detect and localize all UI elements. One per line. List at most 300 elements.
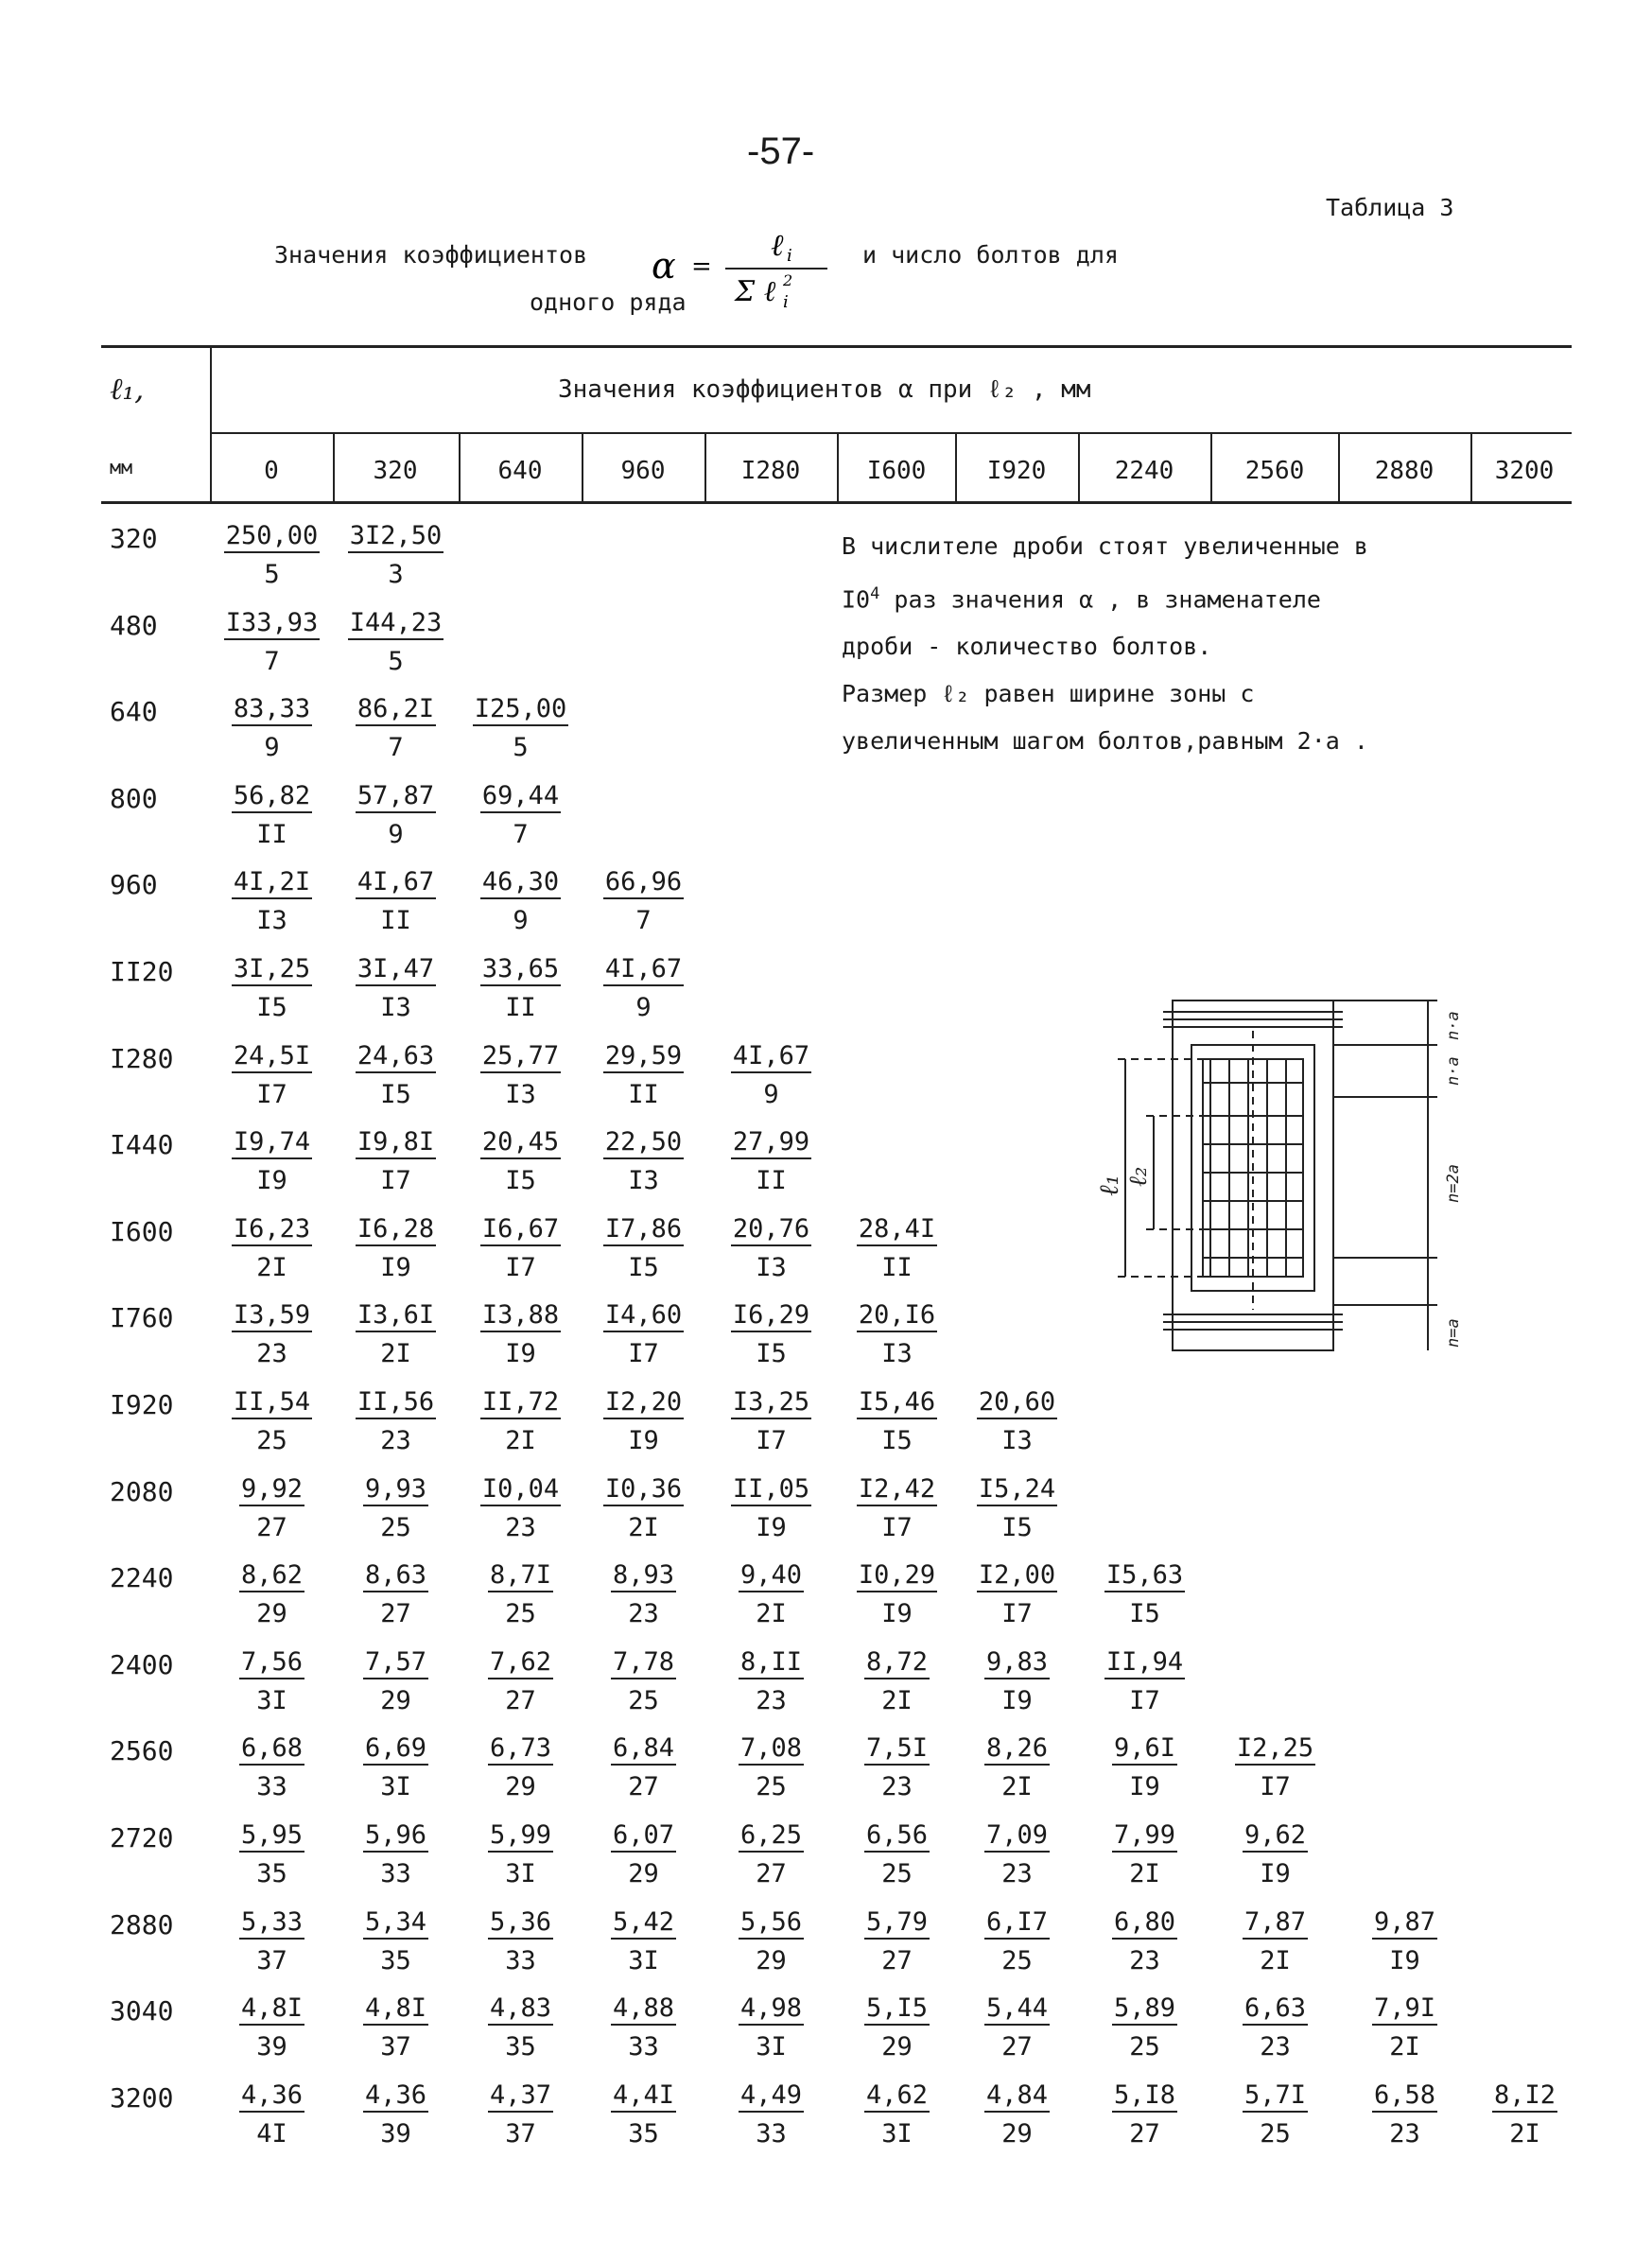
coefficient-value: 5,I8 [1112, 2082, 1177, 2113]
coefficient-cell [963, 1646, 1071, 1715]
coefficient-value: 20,I6 [857, 1302, 937, 1332]
coefficient-cell [1090, 1906, 1199, 1975]
coefficient-cell [217, 694, 326, 763]
coefficient-cell [341, 1822, 450, 1887]
coefficient-cell [217, 607, 326, 676]
bolt-count: I9 [881, 1599, 913, 1629]
bolt-count: 23 [256, 1339, 287, 1369]
coefficient-cell [589, 1735, 698, 1800]
coefficient-cell [341, 867, 450, 936]
diagram-dim-top: n·a [1444, 1011, 1463, 1040]
coefficient-value: I2,00 [977, 1562, 1057, 1592]
coefficient-cell [1350, 2079, 1459, 2149]
formula-lhs: α [652, 245, 676, 287]
coefficient-cell [589, 1127, 698, 1196]
coefficient-value: 6,56 [864, 1822, 930, 1853]
bolt-count: 37 [380, 2032, 411, 2062]
coefficient-value: 6,07 [611, 1822, 676, 1853]
coefficient-cell [1090, 1735, 1199, 1800]
bolt-count: I7 [1260, 1772, 1291, 1802]
bolt-count: 27 [256, 1512, 287, 1542]
coefficient-value: 5,33 [239, 1909, 304, 1940]
coefficient-cell [466, 1735, 575, 1800]
coefficient-cell [1350, 1906, 1459, 1975]
coefficient-cell [589, 867, 698, 936]
group-title-header: Значения коэффициентов α при ℓ₂ , мм [558, 375, 1091, 404]
bolt-count: 3I [505, 1859, 536, 1888]
coefficient-cell [341, 523, 450, 587]
col-divider [1338, 432, 1340, 503]
row-label: 2080 [110, 1475, 174, 1507]
coefficient-value: I0,29 [857, 1562, 937, 1592]
coefficient-value: I44,23 [348, 610, 444, 640]
coefficient-value: 4I,2I [232, 869, 312, 899]
coefficient-value: II,94 [1104, 1649, 1185, 1679]
coefficient-value: I9,8I [356, 1129, 436, 1159]
coefficient-value: 83,33 [232, 696, 312, 726]
coefficient-cell [341, 956, 450, 1020]
coefficient-value: 25,77 [480, 1043, 561, 1073]
coefficient-cell [466, 1906, 575, 1975]
bolt-count: 7 [264, 646, 280, 676]
row-label: I760 [110, 1302, 174, 1334]
coefficient-value: 5,95 [239, 1822, 304, 1853]
bolt-count: 23 [380, 1426, 411, 1455]
coefficient-value: 4I,67 [603, 956, 684, 986]
row-label: 640 [110, 696, 158, 728]
coefficient-value: 6,80 [1112, 1909, 1177, 1940]
col-divider [459, 432, 461, 503]
coefficient-cell [341, 1213, 450, 1282]
row-unit-header: мм [110, 456, 133, 478]
coefficient-cell [466, 1040, 575, 1109]
coefficient-cell [1350, 1995, 1459, 2060]
coefficient-cell [843, 1822, 951, 1887]
bolt-count: 23 [756, 1685, 787, 1715]
coefficient-cell [717, 1473, 826, 1542]
bolt-count: 37 [256, 1945, 287, 1975]
coefficient-cell [843, 1473, 951, 1542]
coefficient-value: 9,6I [1112, 1735, 1177, 1766]
row-label: 2720 [110, 1822, 174, 1853]
bolt-count: I5 [628, 1252, 659, 1282]
bolt-count: I3 [756, 1252, 787, 1282]
bolt-count: 5 [264, 560, 280, 589]
coefficient-value: 29,59 [603, 1043, 684, 1073]
row-label: 800 [110, 782, 158, 814]
bolt-count: 29 [256, 1599, 287, 1629]
coefficient-cell [1221, 1822, 1330, 1887]
col-divider [955, 432, 957, 503]
bolt-count: II [756, 1166, 787, 1196]
bolt-count: 3I [380, 1772, 411, 1802]
bolt-count: 7 [513, 819, 529, 849]
coefficient-value: 9,62 [1243, 1822, 1308, 1853]
bolt-count: I9 [505, 1339, 536, 1369]
coefficient-value: I3,25 [731, 1389, 811, 1419]
coefficient-cell [717, 1562, 826, 1627]
coefficient-cell [217, 1562, 326, 1627]
row-label: 2240 [110, 1562, 174, 1594]
coefficient-value: I3,6I [356, 1302, 436, 1332]
coefficient-cell [843, 1562, 951, 1627]
diagram-dim-second: n·a [1444, 1056, 1463, 1086]
coefficient-cell [341, 1906, 450, 1975]
coefficient-value: 7,08 [739, 1735, 804, 1766]
table-note [842, 523, 1447, 765]
bolt-count: 25 [756, 1772, 787, 1802]
note-line-2 [842, 570, 1447, 623]
coefficient-cell [843, 1735, 951, 1800]
bolt-count: I7 [505, 1252, 536, 1282]
bolt-count: 33 [505, 1945, 536, 1975]
bolt-count: 9 [763, 1079, 779, 1109]
column-header: 3200 [1494, 457, 1555, 485]
coefficient-cell [466, 1213, 575, 1282]
column-header: 320 [373, 457, 418, 485]
bolt-count: 27 [1129, 2118, 1160, 2149]
coefficient-value: I5,24 [977, 1476, 1057, 1506]
bolt-count: 2I [505, 1426, 536, 1455]
coefficient-value: 5,79 [864, 1909, 930, 1940]
coefficient-cell [217, 1906, 326, 1975]
coefficient-value: I33,93 [224, 610, 321, 640]
diagram-dim-middle: n=2a [1444, 1164, 1463, 1203]
coefficient-value: 6,73 [488, 1735, 553, 1766]
coefficient-cell [217, 1822, 326, 1887]
bolt-count: 35 [256, 1859, 287, 1888]
coefficient-value: 6,84 [611, 1735, 676, 1766]
bolt-count: 25 [256, 1426, 287, 1455]
coefficient-cell [589, 1040, 698, 1109]
coefficient-value: 7,62 [488, 1649, 553, 1679]
coefficient-cell [341, 1735, 450, 1800]
coefficient-value: 66,96 [603, 869, 684, 899]
bolt-count: I9 [1129, 1772, 1160, 1802]
bolt-count: 35 [505, 2032, 536, 2062]
bolt-count: 2I [256, 1252, 287, 1282]
caption-line-2: одного ряда [530, 288, 687, 316]
column-header: 640 [497, 457, 543, 485]
bolt-count: I5 [1001, 1512, 1033, 1542]
bolt-count: 27 [1001, 2032, 1033, 2062]
coefficient-value: 7,78 [611, 1649, 676, 1679]
header-mid-rule [210, 432, 1572, 434]
coefficient-cell [1090, 1995, 1199, 2060]
col-divider [1078, 432, 1080, 503]
bolt-count: 7 [635, 906, 652, 936]
coefficient-cell [717, 1906, 826, 1975]
bolt-count: 35 [628, 2118, 659, 2149]
bolt-count: 29 [756, 1945, 787, 1975]
coefficient-cell [717, 1646, 826, 1715]
bolt-count: 2I [628, 1512, 659, 1542]
note-line-5: увеличенным шагом болтов,равным 2·a . [842, 727, 1368, 756]
table-label: Таблица 3 [1326, 194, 1454, 221]
coefficient-cell [589, 1300, 698, 1369]
coefficient-cell [466, 867, 575, 936]
coefficient-cell [1221, 1906, 1330, 1975]
coefficient-value: I5,46 [857, 1389, 937, 1419]
coefficient-cell [466, 2079, 575, 2149]
bolt-count: I9 [1001, 1685, 1033, 1715]
coefficient-value: 4,62 [864, 2082, 930, 2113]
coefficient-value: 7,99 [1112, 1822, 1177, 1853]
column-header: I600 [866, 457, 927, 485]
coefficient-value: 24,5I [232, 1043, 312, 1073]
coefficient-cell [217, 2079, 326, 2149]
bolt-count: 2I [1389, 2032, 1420, 2062]
coefficient-cell [963, 1473, 1071, 1542]
coefficient-value: 7,87 [1243, 1909, 1308, 1940]
coefficient-value: 20,76 [731, 1216, 811, 1246]
coefficient-value: 5,44 [984, 1995, 1050, 2026]
bolt-count: I9 [1260, 1859, 1291, 1888]
coefficient-cell [1090, 1822, 1199, 1887]
coefficient-value: 6,63 [1243, 1995, 1308, 2026]
coefficient-cell [843, 2079, 951, 2149]
row-variable-header: ℓ₁, [110, 371, 145, 407]
bolt-count: I5 [756, 1339, 787, 1369]
coefficient-cell [466, 1473, 575, 1542]
note-line-2-sup: 4 [870, 584, 880, 603]
coefficient-value: II,05 [731, 1476, 811, 1506]
bolt-count: 29 [1001, 2118, 1033, 2149]
coefficient-value: II,56 [356, 1389, 436, 1419]
row-label: II20 [110, 956, 174, 987]
bolt-count: 9 [388, 819, 404, 849]
bolt-count: 5 [513, 733, 529, 763]
coefficient-cell [963, 2079, 1071, 2149]
bolt-count: 2I [1260, 1945, 1291, 1975]
table-top-rule [101, 345, 1572, 348]
row-label: I920 [110, 1389, 174, 1420]
bolt-count: 7 [388, 733, 404, 763]
bolt-count: I7 [380, 1166, 411, 1196]
coefficient-cell [466, 956, 575, 1020]
coefficient-cell [717, 1995, 826, 2060]
bolt-count: 33 [756, 2118, 787, 2149]
coefficient-cell [341, 1040, 450, 1109]
coefficient-cell [843, 1906, 951, 1975]
page-number: -57- [747, 130, 815, 172]
coefficient-cell [843, 1995, 951, 2060]
coefficient-value: 20,60 [977, 1389, 1057, 1419]
coefficient-cell [466, 1389, 575, 1453]
bolt-count: 33 [628, 2032, 659, 2062]
bolt-count: I7 [756, 1426, 787, 1455]
coefficient-cell [341, 1646, 450, 1715]
coefficient-value: 8,93 [611, 1562, 676, 1592]
coefficient-value: 20,45 [480, 1129, 561, 1159]
bolt-count: I7 [881, 1512, 913, 1542]
note-line-1: В числителе дроби стоят увеличенные в [842, 532, 1368, 560]
bolt-count: 5 [388, 646, 404, 676]
coefficient-cell [341, 2079, 450, 2149]
coefficient-cell [717, 2079, 826, 2149]
coefficient-cell [843, 1300, 951, 1369]
col-divider [333, 432, 335, 503]
coefficient-cell [589, 1906, 698, 1975]
coefficient-value: 6,69 [363, 1735, 428, 1766]
coefficient-value: 3I,25 [232, 956, 312, 986]
bolt-count: 3I [881, 2118, 913, 2149]
coefficient-value: I5,63 [1104, 1562, 1185, 1592]
coefficient-value: I2,42 [857, 1476, 937, 1506]
coefficient-cell [217, 1213, 326, 1282]
coefficient-value: 9,87 [1372, 1909, 1437, 1940]
column-header: 2560 [1244, 457, 1305, 485]
note-line-3: дроби - количество болтов. [842, 633, 1212, 661]
coefficient-value: 6,I7 [984, 1909, 1050, 1940]
coefficient-value: 8,7I [488, 1562, 553, 1592]
bolt-count: 29 [628, 1859, 659, 1888]
coefficient-value: 4,4I [611, 2082, 676, 2113]
bolt-count: 23 [1001, 1859, 1033, 1888]
row-label: 2560 [110, 1735, 174, 1767]
coefficient-value: 9,92 [239, 1476, 304, 1506]
bolt-count: 35 [380, 1945, 411, 1975]
formula-numerator-sub: i [787, 246, 792, 266]
coefficient-value: 46,30 [480, 869, 561, 899]
bolt-count: I5 [256, 993, 287, 1022]
coefficient-value: 4,49 [739, 2082, 804, 2113]
bolt-count: 27 [881, 1945, 913, 1975]
bolt-count: I3 [1001, 1426, 1033, 1455]
coefficient-cell [843, 1213, 951, 1282]
coefficient-cell [963, 1562, 1071, 1627]
coefficient-cell [717, 1040, 826, 1109]
coefficient-value: 4,36 [363, 2082, 428, 2113]
coefficient-value: I25,00 [473, 696, 569, 726]
coefficient-value: 4,83 [488, 1995, 553, 2026]
coefficient-value: 4,36 [239, 2082, 304, 2113]
coefficient-value: I6,28 [356, 1216, 436, 1246]
coefficient-value: 4,98 [739, 1995, 804, 2026]
coefficient-cell [843, 1646, 951, 1715]
bolt-count: II [380, 906, 411, 936]
coefficient-cell [341, 780, 450, 849]
row-label: I600 [110, 1215, 174, 1247]
coefficient-value: I3,59 [232, 1302, 312, 1332]
col-divider [837, 432, 839, 503]
bolt-count: 33 [380, 1859, 411, 1888]
coefficient-value: 86,2I [356, 696, 436, 726]
bolt-count: 23 [1389, 2118, 1420, 2149]
coefficient-cell [717, 1213, 826, 1282]
coefficient-cell [963, 1995, 1071, 2060]
column-header: I280 [740, 457, 801, 485]
coefficient-cell [341, 1389, 450, 1453]
bolt-count: 9 [635, 993, 652, 1022]
coefficient-value: 7,09 [984, 1822, 1050, 1853]
bolt-count: 27 [756, 1859, 787, 1888]
coefficient-value: 4,37 [488, 2082, 553, 2113]
coefficient-cell [341, 1300, 450, 1369]
coefficient-value: 28,4I [857, 1216, 937, 1246]
row-label: I440 [110, 1129, 174, 1161]
row-label: 320 [110, 523, 158, 554]
coefficient-cell [1470, 2079, 1579, 2149]
bolt-count: 23 [1129, 1945, 1160, 1975]
bolt-count: I9 [628, 1426, 659, 1455]
coefficient-value: 22,50 [603, 1129, 684, 1159]
coefficient-cell [217, 956, 326, 1020]
coefficient-cell [466, 1562, 575, 1627]
bolt-count: 27 [380, 1599, 411, 1629]
bolt-count: 2I [881, 1685, 913, 1715]
coefficient-cell [341, 1995, 450, 2060]
note-line-2-rest: раз значения α , в знаменателе [879, 585, 1321, 614]
coefficient-value: 6,68 [239, 1735, 304, 1766]
column-header: 2240 [1114, 457, 1174, 485]
bolt-count: 3I [756, 2032, 787, 2062]
coefficient-value: II,72 [480, 1389, 561, 1419]
coefficient-value: 4,84 [984, 2082, 1050, 2113]
coefficient-cell [589, 956, 698, 1020]
coefficient-cell [1221, 2079, 1330, 2149]
coefficient-value: 6,25 [739, 1822, 804, 1853]
coefficient-cell [341, 1127, 450, 1196]
coefficient-value: 9,40 [739, 1562, 804, 1592]
coefficient-value: I7,86 [603, 1216, 684, 1246]
bolt-count: II [628, 1079, 659, 1109]
caption-text-after: и число болтов для [862, 241, 1119, 269]
coefficient-value: 69,44 [480, 783, 561, 813]
coefficient-value: I6,23 [232, 1216, 312, 1246]
coefficient-cell [1090, 2079, 1199, 2149]
bolt-count: 23 [505, 1512, 536, 1542]
bolt-count: II [505, 993, 536, 1022]
coefficient-value: 8,63 [363, 1562, 428, 1592]
diagram-label-l1: ℓ₁ [1093, 1174, 1124, 1196]
coefficient-value: II,54 [232, 1389, 312, 1419]
coefficient-value: 5,89 [1112, 1995, 1177, 2026]
coefficient-value: 7,56 [239, 1649, 304, 1679]
coefficient-cell [963, 1389, 1071, 1453]
coefficient-cell [466, 1300, 575, 1369]
coefficient-cell [466, 694, 575, 763]
bolt-count: 2I [1509, 2118, 1540, 2149]
col-divider [1210, 432, 1212, 503]
col-divider [704, 432, 706, 503]
coefficient-cell [466, 1127, 575, 1196]
bolt-count: I5 [881, 1426, 913, 1455]
coefficient-cell [843, 1389, 951, 1453]
column-header: I920 [986, 457, 1047, 485]
diagram-label-l2: ℓ₂ [1124, 1166, 1153, 1187]
coefficient-cell [717, 1127, 826, 1196]
bolt-count: 23 [628, 1599, 659, 1629]
coefficient-cell [466, 780, 575, 849]
bolt-count: I7 [256, 1079, 287, 1109]
coefficient-cell [589, 1562, 698, 1627]
coefficient-value: 7,5I [864, 1735, 930, 1766]
coefficient-value: 4,88 [611, 1995, 676, 2026]
bolt-count: 25 [505, 1599, 536, 1629]
coefficient-cell [717, 1822, 826, 1887]
coefficient-value: 4I,67 [356, 869, 436, 899]
coefficient-cell [589, 1389, 698, 1453]
coefficient-value: 9,83 [984, 1649, 1050, 1679]
coefficient-value: 6,58 [1372, 2082, 1437, 2113]
bolt-count: 23 [881, 1772, 913, 1802]
coefficient-value: 3I,47 [356, 956, 436, 986]
bolt-count: II [881, 1252, 913, 1282]
coefficient-value: 5,36 [488, 1909, 553, 1940]
coefficient-cell [717, 1389, 826, 1453]
bolt-count: I3 [505, 1079, 536, 1109]
